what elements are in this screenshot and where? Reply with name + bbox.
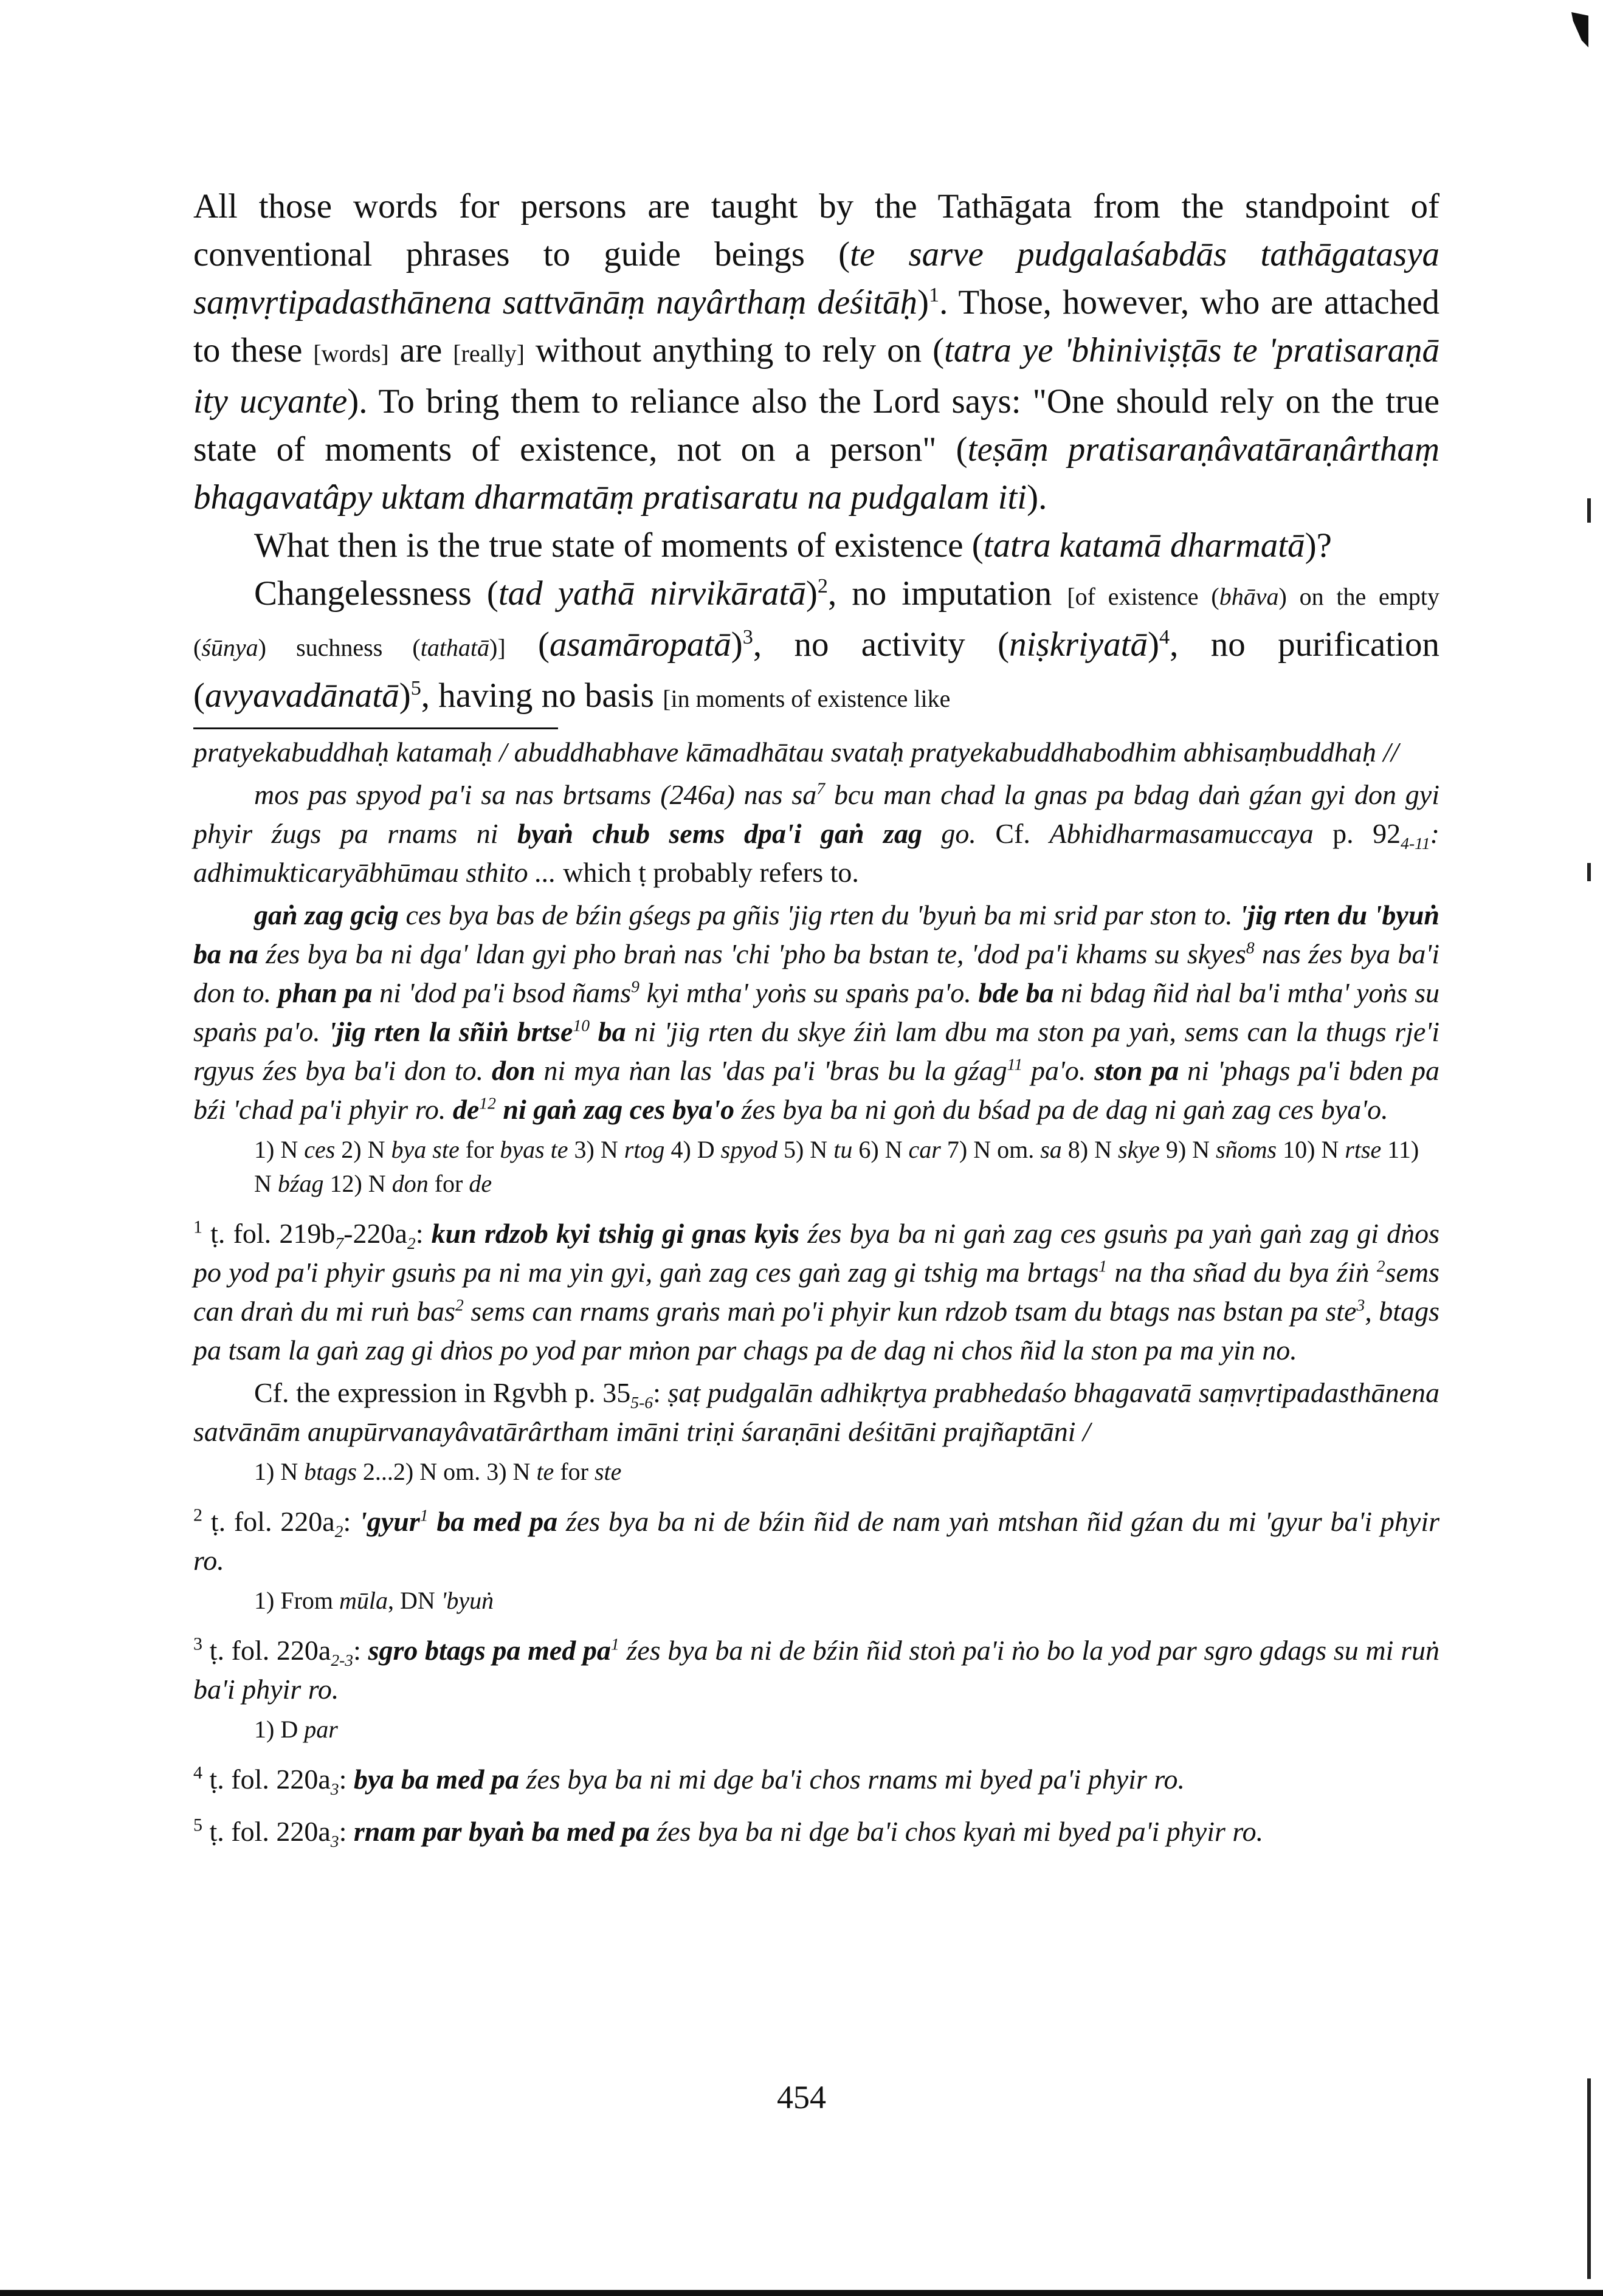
note-marker: 12 xyxy=(479,1093,496,1113)
note-marker: 3 xyxy=(742,626,753,648)
text-run: de xyxy=(469,1170,492,1197)
text-run: źes bya ba ni de bźin ñid de nam yaṅ mtshan ñid gźan du mi 'gyur ba'i phyir ro. xyxy=(193,1506,1440,1576)
text-run: gaṅ zag gcig xyxy=(254,899,399,930)
text-run: for xyxy=(554,1458,595,1485)
text-run: for xyxy=(428,1170,469,1197)
text-run: All those words for persons are taught by the Tathāgata from the standpoint of conventional phrases to guide beings ( xyxy=(193,187,1439,273)
text-run: byas te xyxy=(500,1136,568,1163)
footnote-2 xyxy=(193,1502,1439,1580)
text-run: 8) N xyxy=(1061,1136,1118,1163)
text-run: ) xyxy=(731,625,743,664)
text-run: Changelessness ( xyxy=(254,574,498,613)
footnote-separator xyxy=(193,727,558,729)
text-run: ṭ. fol. 220a xyxy=(209,1635,331,1666)
text-run: 5) N xyxy=(777,1136,834,1163)
text-run: without anything to rely on ( xyxy=(524,331,945,369)
text-run: 2) N xyxy=(335,1136,391,1163)
text-run: ) suchness ( xyxy=(258,634,421,661)
text-run: ni 'dod pa'i bsod ñams xyxy=(372,977,632,1008)
text-run: ṣaṭ pudgalān adhikṛtya prabhedaśo bhagavatā saṃvṛtipadasthānena satvānām anupūrvanayâvatārârtham imāni triṇi śaraṇāni deśitāni prajñaptāni / xyxy=(193,1377,1439,1447)
footnote-4 xyxy=(193,1760,1439,1799)
text-run: 1) N xyxy=(254,1136,305,1163)
variant-readings xyxy=(254,1455,1439,1489)
text-run: de xyxy=(452,1094,480,1125)
text-run: ces xyxy=(304,1136,336,1163)
note-marker: 4 xyxy=(1159,626,1170,648)
text-run: teṣāṃ pratisaraṇâvatāraṇârthaṃ bhagavatâpy uktam dharmatāṃ pratisaratu na pudgalam iti xyxy=(193,430,1439,517)
text-run: bcu man chad la gnas pa bdag daṅ gźan gyi don gyi phyir źugs pa rnams ni xyxy=(193,779,1440,849)
text-run: ba med pa xyxy=(428,1506,558,1537)
text-run: 1) D xyxy=(254,1716,305,1743)
text-run: źes bya ba ni goṅ du bśad pa de dag ni gaṅ zag ces bya'o. xyxy=(734,1094,1388,1125)
note-marker: 7 xyxy=(816,779,826,798)
text-run: [of existence ( xyxy=(1067,583,1219,610)
text-run: 'byuṅ xyxy=(441,1587,494,1614)
text-run: 'jig rten du 'byuṅ ba na xyxy=(193,899,1439,969)
text-run: [in moments of existence like xyxy=(663,685,951,712)
note-marker: 1 xyxy=(419,1505,429,1525)
note-marker: 2 xyxy=(455,1295,464,1315)
text-run: which ṭ probably refers to. xyxy=(556,857,859,888)
note-paragraph xyxy=(193,896,1439,1129)
text-run: źes bya ba ni gaṅ zag ces gsuṅs pa yaṅ gaṅ zag gi dṅos po yod pa'i phyir gsuṅs pa ni ma yin gyi, gaṅ zag ces gaṅ zag gi tshig ma brtags xyxy=(193,1218,1440,1288)
text-run: tatra katamā dharmatā xyxy=(983,526,1305,565)
text-run: 9) N xyxy=(1159,1136,1216,1163)
text-run: 2...2) N om. 3) N xyxy=(356,1458,537,1485)
text-run: sgro btags pa med pa xyxy=(368,1635,611,1666)
text-run: 7) N om. xyxy=(940,1136,1041,1163)
text-run: skye xyxy=(1118,1136,1160,1163)
text-run: śūnya xyxy=(201,634,258,661)
note-marker: 5-6 xyxy=(630,1393,653,1412)
text-run: [words] xyxy=(313,340,389,367)
text-run: ṭ. fol. 220a xyxy=(209,1764,331,1795)
text-run: pratyekabuddhaḥ katamaḥ / abuddhabhave kāmadhātau svataḥ pratyekabuddhabodhim abhisaṃbuddhaḥ // xyxy=(193,737,1399,768)
text-run: ṭ. fol. 220a xyxy=(209,1816,331,1847)
main-paragraph xyxy=(193,569,1439,723)
text-run: 3) N xyxy=(568,1136,624,1163)
text-run: : xyxy=(415,1218,432,1249)
note-marker: 3 xyxy=(330,1832,339,1851)
note-marker: 2 xyxy=(1376,1256,1385,1276)
main-paragraph xyxy=(193,521,1439,569)
text-run: ṭ. fol. 219b xyxy=(210,1218,336,1249)
text-run: spyod xyxy=(720,1136,777,1163)
text-run: -220a xyxy=(343,1218,407,1249)
text-run: : xyxy=(353,1635,368,1666)
text-run: par xyxy=(304,1716,338,1743)
text-run: , no imputation xyxy=(827,574,1067,613)
note-marker: 4-11 xyxy=(1401,834,1430,853)
text-run: ni gaṅ zag ces bya'o xyxy=(495,1094,735,1125)
note-marker: 2 xyxy=(817,575,828,597)
note-marker: 5 xyxy=(410,677,421,699)
text-run: tatra ye 'bhiniviṣṭās te 'pratisaraṇā ity ucyante xyxy=(193,331,1439,421)
note-marker: 7 xyxy=(335,1234,344,1253)
text-run: pa'o. xyxy=(1022,1055,1095,1086)
text-run: ṭ. fol. 220a xyxy=(210,1506,335,1537)
text-run: go. xyxy=(922,818,996,849)
note-marker: 2-3 xyxy=(331,1651,354,1670)
text-run: bźag xyxy=(277,1170,324,1197)
text-run: ) xyxy=(917,283,929,321)
footnote-5 xyxy=(193,1812,1439,1851)
text-run: ste xyxy=(594,1458,622,1485)
text-run: kun rdzob kyi tshig gi gnas kyis xyxy=(431,1218,800,1249)
note-marker: 2 xyxy=(407,1234,416,1253)
text-run: : xyxy=(653,1377,668,1408)
text-run: Cf. the expression in Rgvbh p. 35 xyxy=(254,1377,631,1408)
scan-edge-mark xyxy=(1587,863,1591,881)
continued-note xyxy=(193,733,1439,1129)
footnote-number: 3 xyxy=(193,1634,202,1654)
text-run: What then is the true state of moments of existence ( xyxy=(254,526,984,565)
text-run: ni bdag ñid ṅal ba'i mtha' yoṅs su spaṅs pa'o. xyxy=(193,977,1439,1047)
note-marker: 3 xyxy=(1356,1295,1365,1315)
text-run: [really] xyxy=(453,340,525,367)
note-marker: 11 xyxy=(1007,1054,1023,1074)
footnote-number: 5 xyxy=(193,1815,202,1835)
text-run: . Those, however, who are attached to these xyxy=(193,283,1439,369)
text-run: niṣkriyatā xyxy=(1009,625,1148,664)
text-run: : xyxy=(343,1506,360,1537)
text-run: ni 'jig rten du skye źiṅ lam dbu ma ston pa yaṅ, sems can la thugs rje'i rgyus źes bya ba'i don to. xyxy=(193,1016,1440,1086)
text-run: na tha sñad du bya źiṅ xyxy=(1107,1257,1377,1288)
text-run: : xyxy=(339,1764,354,1795)
text-run: ) xyxy=(1148,625,1160,664)
text-run: 4) D xyxy=(664,1136,721,1163)
note-marker: 1 xyxy=(610,1634,619,1654)
text-run: 1) From xyxy=(254,1587,339,1614)
text-run: don xyxy=(391,1170,429,1197)
text-run: car xyxy=(908,1136,941,1163)
text-run: źes bya ba ni de bźin ñid stoṅ pa'i ṅo bo la yod par sgro gdags su mi ruṅ ba'i phyir ro. xyxy=(193,1635,1439,1705)
text-run: 12) N xyxy=(323,1170,392,1197)
note-marker: 9 xyxy=(631,977,639,996)
text-run: sems can rnams graṅs maṅ po'i phyir kun rdzob tsam du btags nas bstan pa ste xyxy=(463,1296,1357,1327)
text-run: ). xyxy=(1027,478,1047,517)
text-run: kyi mtha' yoṅs su spaṅs pa'o. xyxy=(639,977,979,1008)
text-run: )? xyxy=(1305,526,1332,565)
text-run: , no activity ( xyxy=(753,625,1010,664)
text-run: byaṅ chub sems dpa'i gaṅ zag xyxy=(517,818,922,849)
note-marker: 2 xyxy=(334,1522,343,1541)
footnote-3 xyxy=(193,1631,1439,1709)
text-run: , DN xyxy=(388,1587,441,1614)
note-marker: 8 xyxy=(1246,938,1255,957)
text-run: avyavadānatā xyxy=(204,676,399,715)
page-number: 454 xyxy=(777,2079,826,2116)
text-run: bhāva xyxy=(1219,583,1279,610)
text-run: 'gyur xyxy=(359,1506,420,1537)
text-run: 1) N xyxy=(254,1458,305,1485)
text-run: mūla xyxy=(339,1587,388,1614)
footnote-1 xyxy=(193,1214,1439,1370)
text-run: ) xyxy=(399,676,411,715)
text-run: sñoms xyxy=(1216,1136,1277,1163)
variant-readings xyxy=(254,1584,1439,1618)
text-run: tu xyxy=(833,1136,853,1163)
text-run: ni 'phags pa'i bden pa bźi 'chad pa'i phyir ro. xyxy=(193,1055,1439,1125)
main-paragraph xyxy=(193,182,1439,521)
text-run: ston pa xyxy=(1094,1055,1179,1086)
scan-corner-mark xyxy=(1571,12,1588,47)
text-run: rtog xyxy=(624,1136,665,1163)
text-run: ) on the empty ( xyxy=(193,583,1440,661)
text-run: : xyxy=(1430,818,1439,849)
scan-edge-mark xyxy=(1587,498,1591,523)
footnotes xyxy=(193,1214,1439,1851)
text-run: sems can draṅ du mi ruṅ bas xyxy=(193,1257,1439,1327)
text-run: źes bya ba ni dge ba'i chos kyaṅ mi byed pa'i phyir ro. xyxy=(649,1816,1264,1847)
text-run: are xyxy=(388,331,453,369)
text-run: , having no basis xyxy=(421,676,663,715)
text-run: adhimukticaryābhūmau sthito ... xyxy=(193,857,556,888)
text-run: rtse xyxy=(1345,1136,1382,1163)
variant-readings xyxy=(254,1713,1439,1747)
footnote-1 xyxy=(193,1373,1439,1451)
text-run: Cf. xyxy=(995,818,1050,849)
text-run: tad yathā nirvikāratā xyxy=(498,574,806,613)
main-text xyxy=(193,182,1439,723)
variant-readings xyxy=(254,1133,1439,1201)
text-run: te sarve pudgalaśabdās tathāgatasya saṃvṛtipadasthānena sattvānāṃ nayârthaṃ deśitāḥ xyxy=(193,235,1439,321)
text-run: mos pas spyod pa'i sa nas brtsams (246a) nas sa xyxy=(254,779,817,810)
note-paragraph xyxy=(193,733,1439,772)
page-body xyxy=(193,182,1439,1851)
text-run: ) xyxy=(805,574,818,613)
note-marker: 1 xyxy=(928,284,940,306)
text-run: bya ba med pa xyxy=(353,1764,519,1795)
scan-bottom-edge xyxy=(0,2290,1603,2296)
text-run: tathatā xyxy=(420,634,490,661)
text-run: 6) N xyxy=(852,1136,909,1163)
text-run: p. 92 xyxy=(1313,818,1401,849)
note-paragraph xyxy=(193,775,1439,892)
text-run: nas źes bya ba'i don to. xyxy=(193,938,1439,1008)
text-run: : xyxy=(339,1816,354,1847)
text-run: sa xyxy=(1040,1136,1062,1163)
text-run: bya ste xyxy=(391,1136,460,1163)
text-run: btags xyxy=(304,1458,357,1485)
text-run: ba xyxy=(590,1016,626,1047)
text-run: 'jig rten la sñiṅ brtse xyxy=(328,1016,573,1047)
text-run: ni mya ṅan las 'das pa'i 'bras bu la gźag xyxy=(535,1055,1007,1086)
text-run: , no purification ( xyxy=(193,625,1439,715)
text-run: rnam par byaṅ ba med pa xyxy=(353,1816,650,1847)
text-run: 10) N xyxy=(1277,1136,1345,1163)
text-run: don xyxy=(492,1055,536,1086)
text-run: for xyxy=(459,1136,500,1163)
text-run: Abhidharmasamuccaya xyxy=(1049,818,1314,849)
text-run: bde ba xyxy=(978,977,1054,1008)
note-marker: 3 xyxy=(330,1779,339,1799)
text-run: źes bya ba ni mi dge ba'i chos rnams mi byed pa'i phyir ro. xyxy=(519,1764,1185,1795)
footnote-number: 2 xyxy=(193,1505,202,1525)
text-run: phan pa xyxy=(278,977,373,1008)
note-marker: 10 xyxy=(573,1016,590,1035)
text-run: źes bya ba ni dga' ldan gyi pho braṅ nas 'chi 'pho ba bstan te, 'dod pa'i khams su skyes xyxy=(258,938,1246,969)
text-run: , btags pa tsam la gaṅ zag gi dṅos po yod par mṅon par chags pa de dag ni chos ñid la ston pa ma yin no. xyxy=(193,1296,1439,1366)
footnote-number: 4 xyxy=(193,1762,202,1783)
text-run: 11) N xyxy=(254,1136,1419,1197)
text-run: ( xyxy=(505,625,550,664)
text-run: ces bya bas de bźin gśegs pa gñis 'jig rten du 'byuṅ ba mi srid par ston to. xyxy=(398,899,1240,930)
text-run: )] xyxy=(489,634,506,661)
footnote-number: 1 xyxy=(193,1217,202,1237)
text-run: asamāropatā xyxy=(550,625,731,664)
text-run: te xyxy=(536,1458,554,1485)
note-marker: 1 xyxy=(1098,1256,1108,1276)
text-run: ). To bring them to reliance also the Lord says: "One should rely on the true state of moments of existence, not on a person" ( xyxy=(193,382,1439,469)
